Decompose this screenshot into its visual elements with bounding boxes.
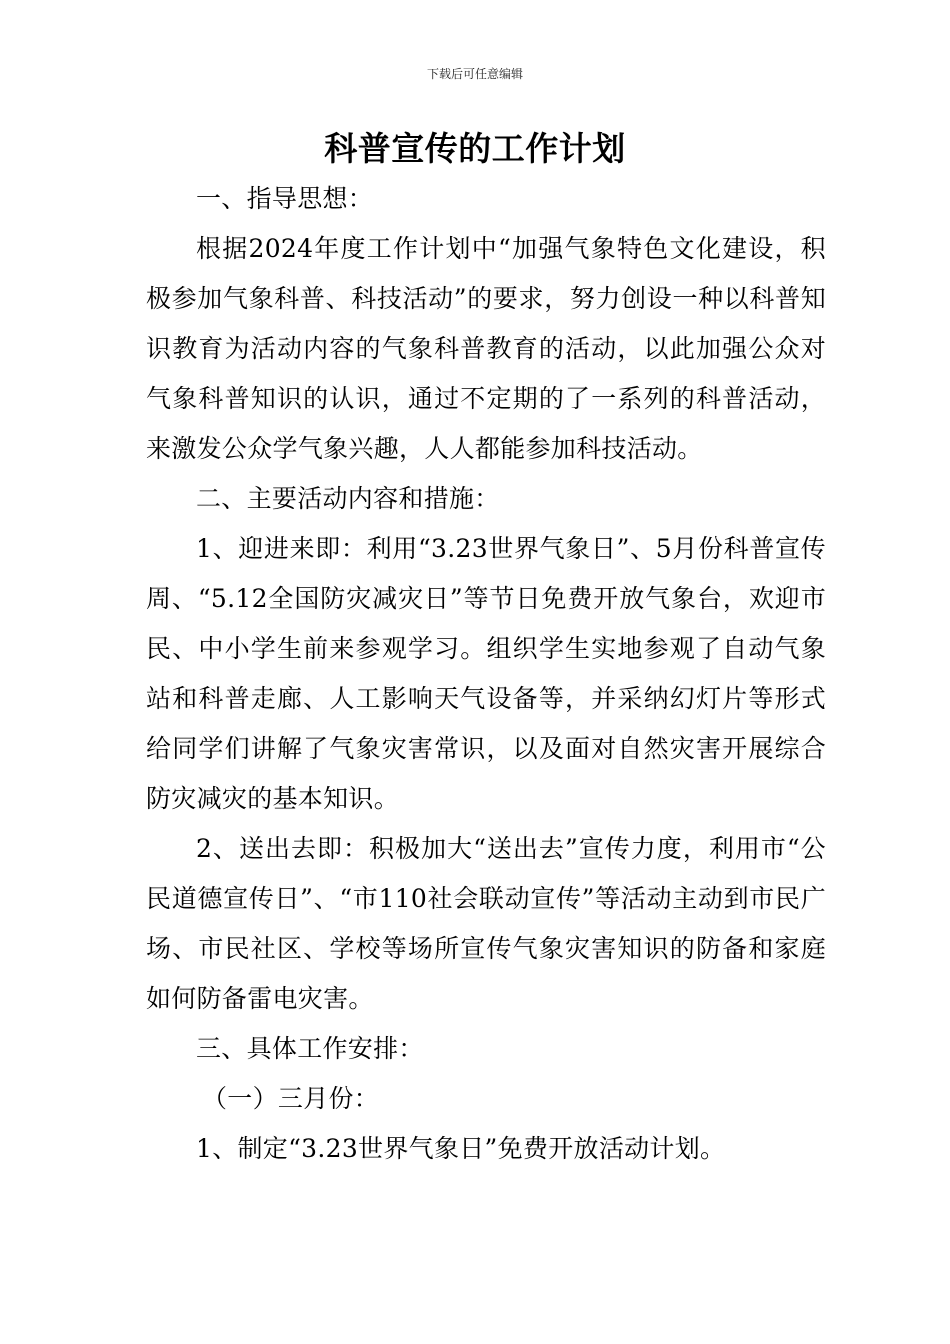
paragraph-guiding-ideology: 根据2024年度工作计划中“加强气象特色文化建设，积极参加气象科普、科技活动”的要求，努力创设一种以科普知识教育为活动内容的气象科普教育的活动，以此加强公众对气象科普知识的认识，通过不定期的了一系列的科普活动，来激发公众学气象兴趣，人人都能参加科技活动。	[146, 234, 826, 463]
subheading-march: （一）三月份：	[202, 1084, 380, 1113]
section-heading-work-arrangement: 三、具体工作安排：	[196, 1034, 424, 1063]
document-title: 科普宣传的工作计划	[324, 129, 626, 168]
document-body	[146, 174, 826, 1174]
paragraph-welcome-in: 1、迎进来即：利用“3.23世界气象日”、5月份科普宣传周、“5.12全国防灾减灾日”等节日免费开放气象台，欢迎市民、中小学生前来参观学习。组织学生实地参观了自动气象站和科普走廊、人工影响天气设备等，并采纳幻灯片等形式给同学们讲解了气象灾害常识，以及面对自然灾害开展综合防灾减灾的基本知识。	[146, 534, 826, 813]
list-item-march-plan: 1、制定“3.23世界气象日”免费开放活动计划。	[196, 1134, 726, 1163]
paragraph-send-out: 2、送出去即：积极加大“送出去”宣传力度，利用市“公民道德宣传日”、“市110社会联动宣传”等活动主动到市民广场、市民社区、学校等场所宣传气象灾害知识的防备和家庭如何防备雷电灾害。	[146, 834, 826, 1013]
section-heading-main-activities: 二、主要活动内容和措施：	[196, 484, 500, 513]
header-note: 下载后可任意编辑	[426, 67, 523, 81]
section-heading-guiding-ideology: 一、指导思想：	[196, 184, 374, 213]
